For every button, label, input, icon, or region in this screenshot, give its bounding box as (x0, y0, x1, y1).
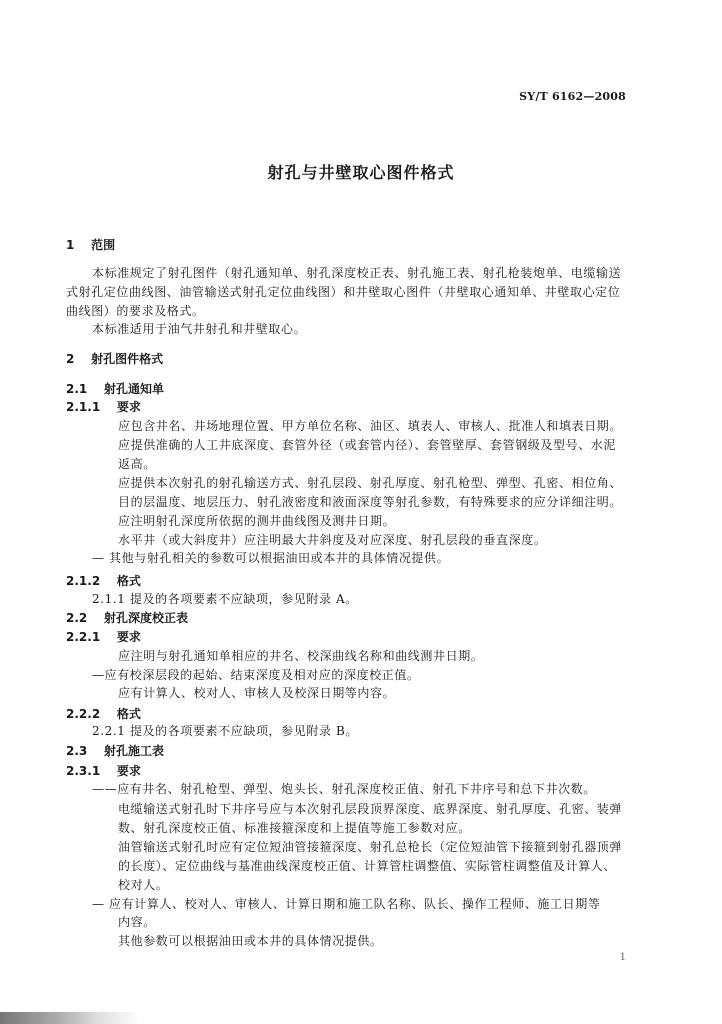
scan-artifact (0, 1012, 140, 1024)
list-line: 应注明与射孔通知单相应的井名、校深曲线名称和曲线测井日期。 (118, 649, 484, 663)
list-line: — 应有计算人、校对人、审核人、计算日期和施工队名称、队长、操作工程师、施工日期等 (92, 897, 601, 911)
paragraph-line: 曲线图）的要求及格式。 (66, 304, 205, 318)
section-title: 要求 (116, 764, 141, 778)
section-2-3-heading (66, 742, 164, 759)
list-line: 油管输送式射孔时应有定位短油管接箍深度、射孔总枪长（定位短油管下接箍到射孔器顶弹 (118, 840, 623, 854)
paragraph-line: 式射孔定位曲线图、油管输送式射孔定位曲线图）和井壁取心图件（井壁取心通知单、井壁取心定位 (66, 285, 621, 299)
section-number: 2.3 (66, 744, 88, 758)
list-line: 应包含井名、井场地理位置、甲方单位名称、油区、填表人、审核人、批准人和填表日期。 (118, 419, 623, 433)
section-2-3-1-heading (66, 762, 141, 779)
list-line: ——应有井名、射孔枪型、弹型、炮头长、射孔深度校正值、射孔下井序号和总下井次数。 (92, 782, 597, 796)
section-title: 要求 (116, 630, 141, 644)
paragraph-line: 本标准适用于油气井射孔和井壁取心。 (92, 322, 307, 336)
section-title: 范围 (91, 238, 116, 252)
document-title: 射孔与井壁取心图件格式 (267, 163, 455, 182)
section-2-2-1-heading (66, 628, 141, 645)
paragraph-line: 本标准规定了射孔图件（射孔通知单、射孔深度校正表、射孔施工表、射孔枪装炮单、电缆输送 (92, 266, 622, 280)
list-line: 数、射孔深度校正值、标准接箍深度和上提值等施工参数对应。 (118, 821, 471, 835)
list-line: 水平井（或大斜度井）应注明最大井斜度及对应深度、射孔层段的垂直深度。 (118, 533, 547, 547)
list-line: 其他参数可以根据油田或本井的具体情况提供。 (118, 934, 383, 948)
section-2-2-heading (66, 609, 188, 626)
section-title: 射孔深度校正表 (103, 611, 188, 625)
list-line: 应提供准确的人工井底深度、套管外径（或套管内径）、套管壁厚、套管钢级及型号、水泥 (118, 438, 617, 452)
list-line: 内容。 (118, 915, 156, 929)
section-title: 格式 (116, 707, 141, 721)
section-2-heading (66, 350, 163, 367)
section-number: 1 (66, 238, 75, 252)
section-number: 2.2 (66, 611, 88, 625)
list-line: 电缆输送式射孔时下井序号应与本次射孔层段顶界深度、底界深度、射孔厚度、孔密、装弹 (118, 802, 623, 816)
section-2-1-1-heading (66, 398, 141, 415)
page-number: 1 (619, 952, 626, 963)
section-title: 要求 (116, 400, 141, 414)
list-line: 返高。 (118, 457, 156, 471)
section-title: 射孔通知单 (103, 382, 164, 396)
section-number: 2.1 (66, 382, 88, 396)
list-line: 校对人。 (118, 878, 169, 892)
section-number: 2.1.1 (66, 400, 101, 414)
list-line: 应注明射孔深度所依据的测井曲线图及测井日期。 (118, 514, 396, 528)
section-title: 格式 (116, 574, 141, 588)
list-line: 的长度）、定位曲线与基准曲线深度校正值、计算管柱调整值、实际管柱调整值及计算人、 (118, 859, 617, 873)
section-2-1-2-heading (66, 572, 141, 589)
list-line: — 其他与射孔相关的参数可以根据油田或本井的具体情况提供。 (92, 551, 450, 565)
section-number: 2.3.1 (66, 764, 101, 778)
section-number: 2.2.1 (66, 630, 101, 644)
paragraph-line: 2.1.1 提及的各项要素不应缺项，参见附录 A。 (92, 592, 358, 606)
section-2-1-heading (66, 380, 164, 397)
section-2-2-2-heading (66, 705, 141, 722)
list-line: 应有计算人、校对人、审核人及校深日期等内容。 (118, 686, 396, 700)
section-number: 2.1.2 (66, 574, 101, 588)
section-number: 2.2.2 (66, 707, 101, 721)
section-title: 射孔施工表 (103, 744, 164, 758)
section-number: 2 (66, 352, 75, 366)
section-1-heading (66, 236, 115, 253)
section-title: 射孔图件格式 (91, 352, 164, 366)
list-line: —应有校深层段的起始、结束深度及相对应的深度校正值。 (92, 668, 420, 682)
list-line: 目的层温度、地层压力、射孔液密度和液面深度等射孔参数，有特殊要求的应分详细注明。 (118, 495, 623, 509)
list-line: 应提供本次射孔的射孔输送方式、射孔层段、射孔厚度、射孔枪型、弹型、孔密、相位角、 (118, 476, 623, 490)
standard-code: SY/T 6162—2008 (519, 90, 626, 103)
paragraph-line: 2.2.1 提及的各项要素不应缺项，参见附录 B。 (92, 724, 358, 738)
